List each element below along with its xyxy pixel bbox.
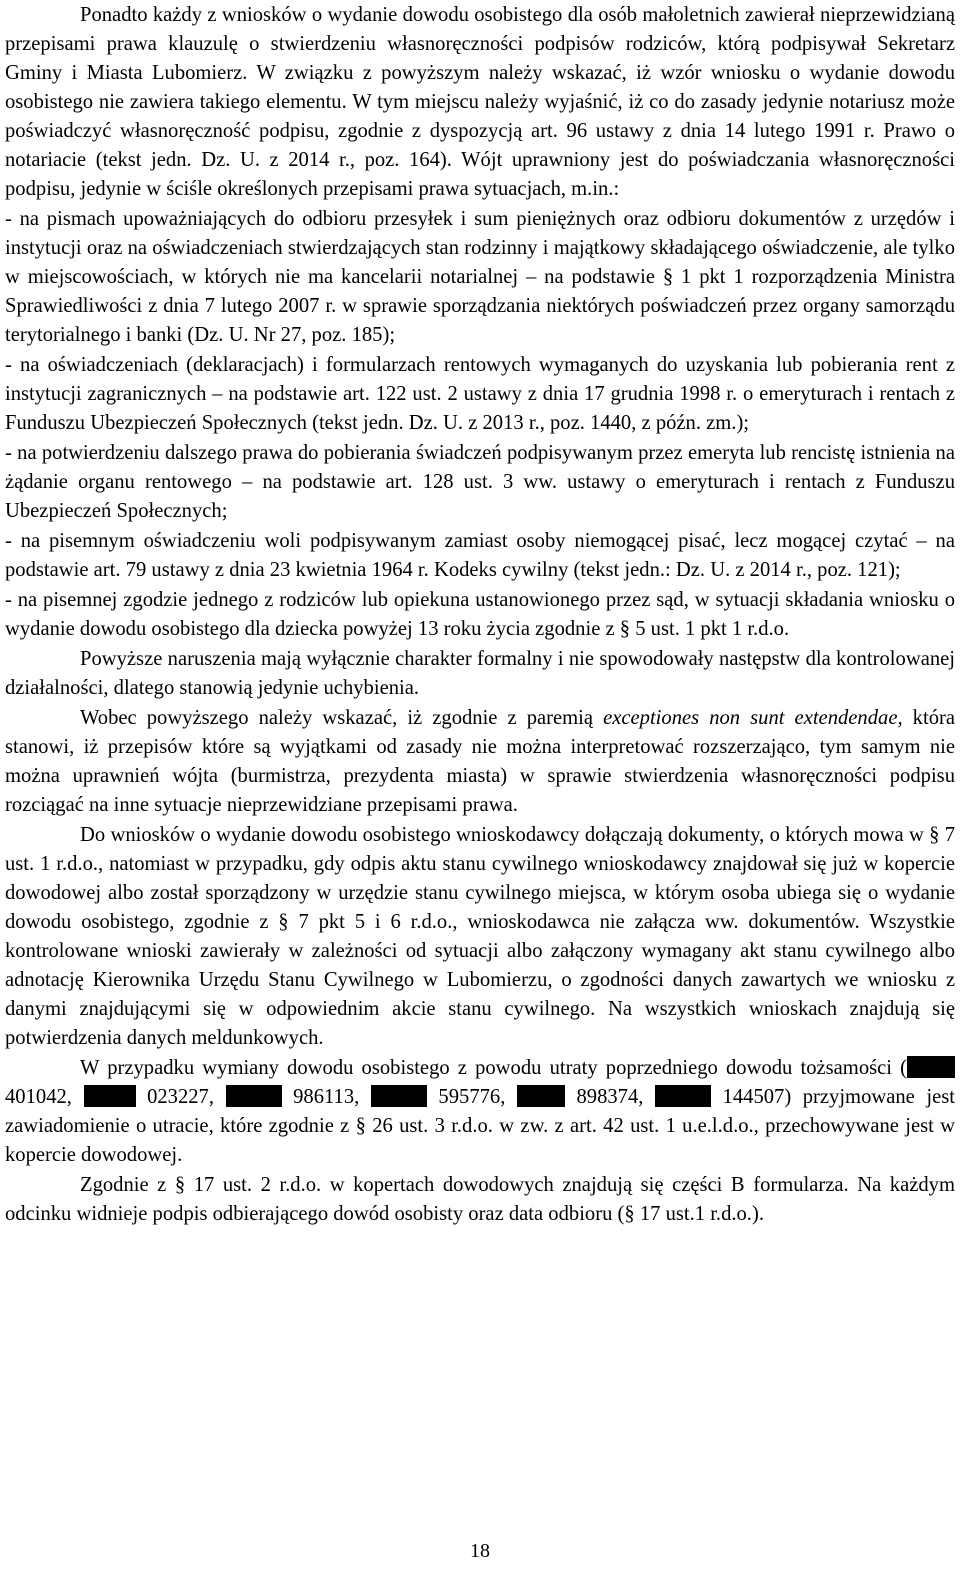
paragraph: Ponadto każdy z wniosków o wydanie dowodu osobistego dla osób małoletnich zawierał nieprzewidzianą przepisami prawa klauzulę o stwierdzeniu własnoręczności podpisów rodziców, którą podpisywał Sekretarz Gminy i Miasta Lubomierz. W związku z powyższym należy wskazać, iż wzór wniosku o wydanie dowodu osobistego nie zawiera takiego elementu. W tym miejscu należy wyjaśnić, iż co do zasady jedynie notariusz może poświadczyć własnoręczność podpisu, zgodnie z dyspozycją art. 96 ustawy z dnia 14 lutego 1991 r. Prawo o notariacie (tekst jedn. Dz. U. z 2014 r., poz. 164). Wójt uprawniony jest do poświadczania własnoręczności podpisu, jedynie w ściśle określonych przepisami prawa sytuacjach, m.in.: xyxy=(5,4,955,200)
id-number: 986113, xyxy=(293,1086,360,1108)
paragraph xyxy=(5,1053,955,1170)
redaction-box xyxy=(226,1085,282,1107)
paragraph: Zgodnie z § 17 ust. 2 r.d.o. w kopertach dowodowych znajdują się części B formularza. Na każdym odcinku widnieje podpis odbierającego dowód osobisty oraz data odbioru (§ 17 ust.1 r.d.o.). xyxy=(5,1174,955,1225)
paragraph: Do wniosków o wydanie dowodu osobistego wnioskodawcy dołączają dokumenty, o których mowa w § 7 ust. 1 r.d.o., natomiast w przypadku, gdy odpis aktu stanu cywilnego wnioskodawcy znajdował się już w kopercie dowodowej albo został sporządzony w urzędzie stanu cywilnego miejsca, w którym osoba ubiega się o wydanie dowodu osobistego, zgodnie z § 7 pkt 5 i 6 r.d.o., wnioskodawca nie załącza ww. dokumentów. Wszystkie kontrolowane wnioski zawierały w zależności od sytuacji albo załączony wymagany akt stanu cywilnego albo adnotację Kierownika Urzędu Stanu Cywilnego w Lubomierzu, o zgodności danych zawartych we wniosku z danymi znajdującymi się w odpowiednim akcie stanu cywilnego. Na wszystkich wnioskach znajdują się potwierdzenia danych meldunkowych. xyxy=(5,824,955,1049)
id-number: 401042, xyxy=(5,1086,72,1108)
list-item: - na oświadczeniach (deklaracjach) i formularzach rentowych wymaganych do uzyskania lub pobierania rent z instytucji zagranicznych – na podstawie art. 122 ust. 2 ustawy z dnia 17 grudnia 1998 r. o emeryturach i rentach z Funduszu Ubezpieczeń Społecznych (tekst jedn. Dz. U. z 2013 r., poz. 1440, z późn. zm.); xyxy=(5,354,955,434)
redaction-box xyxy=(655,1085,711,1107)
paragraph: Powyższe naruszenia mają wyłącznie charakter formalny i nie spowodowały następstw dla kontrolowanej działalności, dlatego stanowią jedynie uchybienia. xyxy=(5,648,955,699)
redaction-box xyxy=(517,1085,565,1107)
paragraph-text: która stanowi, iż przepisów które są wyjątkami od zasady nie można interpretować rozszerzająco, tym samym nie można uprawnień wójta (burmistrza, prezydenta miasta) w sprawie stwierdzenia własnoręczności podpisu rozciągać na inne sytuacje nieprzewidziane przepisami prawa. xyxy=(5,707,955,816)
latin-maxim: exceptiones non sunt extendendae, xyxy=(603,707,903,729)
paragraph xyxy=(5,703,955,820)
paragraph-text: W przypadku wymiany dowodu osobistego z powodu utraty poprzedniego dowodu tożsamości ( xyxy=(80,1057,907,1079)
list-item: - na pisemnej zgodzie jednego z rodziców lub opiekuna ustanowionego przez sąd, w sytuacji składania wniosku o wydanie dowodu osobistego dla dziecka powyżej 13 roku życia zgodnie z § 5 ust. 1 pkt 1 r.d.o. xyxy=(5,589,955,640)
redaction-box xyxy=(371,1085,427,1107)
id-number: 144507) xyxy=(722,1086,792,1108)
list-item: - na pismach upoważniających do odbioru przesyłek i sum pieniężnych oraz odbioru dokumentów z urzędów i instytucji oraz na oświadczeniach stwierdzających stan rodzinny i majątkowy składającego oświadczenie, ale tylko w miejscowościach, w których nie ma kancelarii notarialnej – na podstawie § 1 pkt 1 rozporządzenia Ministra Sprawiedliwości z dnia 7 lutego 2007 r. w sprawie sporządzania niektórych poświadczeń przez organy samorządu terytorialnego i banki (Dz. U. Nr 27, poz. 185); xyxy=(5,208,955,346)
paragraph-text: przyjmowane jest zawiadomienie o utracie, które zgodnie z § 26 ust. 3 r.d.o. w zw. z art. 42 ust. 1 u.e.l.d.o., przechowywane jest w kopercie dowodowej. xyxy=(5,1086,955,1166)
id-number: 595776, xyxy=(438,1086,506,1108)
list-item: - na potwierdzeniu dalszego prawa do pobierania świadczeń podpisywanym przez emeryta lub rencistę istnienia na żądanie organu rentowego – na podstawie art. 128 ust. 3 ww. ustawy o emeryturach i rentach z Funduszu Ubezpieczeń Społecznych; xyxy=(5,442,955,522)
page-number: 18 xyxy=(470,1540,490,1562)
id-number: 023227, xyxy=(147,1086,214,1108)
redaction-box xyxy=(907,1056,955,1078)
list-item: - na pisemnym oświadczeniu woli podpisywanym zamiast osoby niemogącej pisać, lecz mogącej czytać – na podstawie art. 79 ustawy z dnia 23 kwietnia 1964 r. Kodeks cywilny (tekst jedn.: Dz. U. z 2014 r., poz. 121); xyxy=(5,530,955,581)
redaction-box xyxy=(84,1085,136,1107)
document-body xyxy=(5,0,955,1229)
id-number: 898374, xyxy=(576,1086,644,1108)
paragraph-text: Wobec powyższego należy wskazać, iż zgodnie z paremią xyxy=(80,707,604,729)
